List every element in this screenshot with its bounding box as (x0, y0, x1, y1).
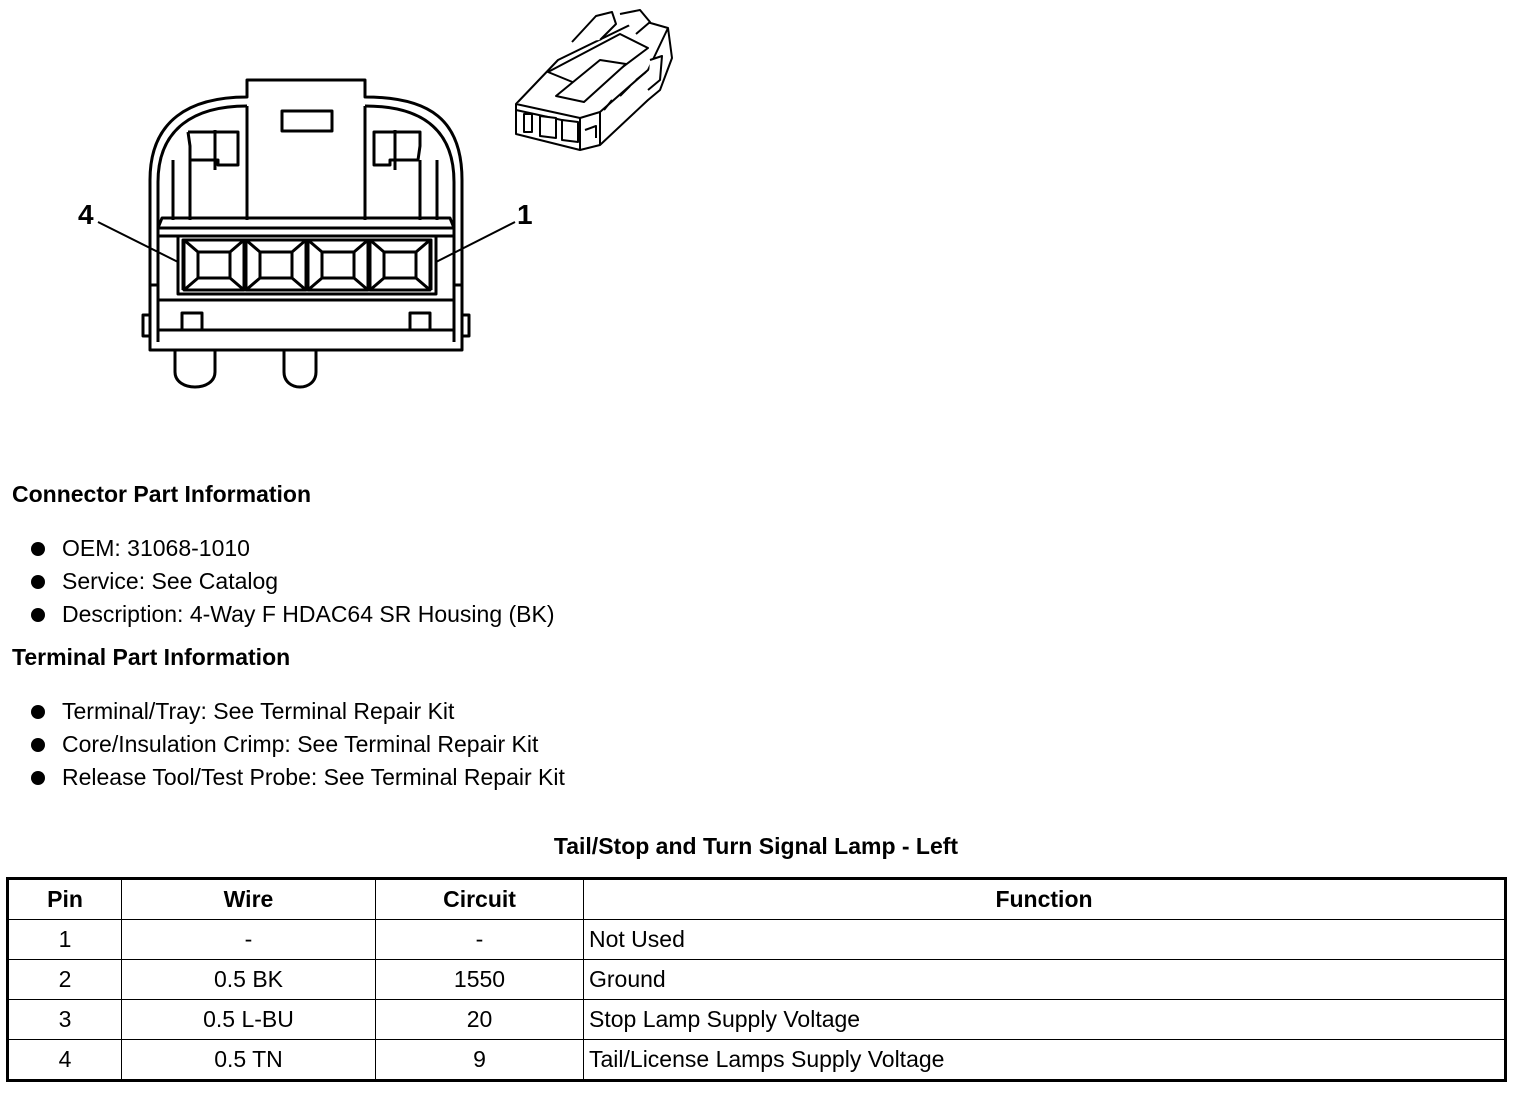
list-item: Description: 4-Way F HDAC64 SR Housing (BK) (28, 598, 555, 631)
table-row (8, 1000, 1506, 1040)
header-wire: Wire (122, 879, 376, 920)
pinout-table (6, 877, 1507, 1082)
list-item: OEM: 31068-1010 (28, 532, 555, 565)
connector-diagram (0, 0, 700, 400)
cavity-2 (308, 240, 368, 290)
cell-function: Ground (584, 960, 1506, 1000)
table-caption: Tail/Stop and Turn Signal Lamp - Left (553, 833, 959, 859)
list-item: Release Tool/Test Probe: See Terminal Repair Kit (28, 761, 565, 794)
cavity-3 (246, 240, 306, 290)
cavity-1 (370, 240, 430, 290)
cell-pin: 1 (8, 920, 122, 960)
bullet-icon (31, 608, 45, 622)
connector-info-list (28, 532, 555, 631)
cell-wire: - (122, 920, 376, 960)
cell-circuit: - (376, 920, 584, 960)
cell-function: Not Used (584, 920, 1506, 960)
list-item: Terminal/Tray: See Terminal Repair Kit (28, 695, 565, 728)
latch (247, 106, 365, 220)
list-item: Service: See Catalog (28, 565, 555, 598)
table-header-row (8, 879, 1506, 920)
table-row (8, 1040, 1506, 1081)
cell-circuit: 20 (376, 1000, 584, 1040)
bullet-icon (31, 738, 45, 752)
cell-function: Tail/License Lamps Supply Voltage (584, 1040, 1506, 1081)
pin-label-left: 4 (78, 199, 94, 230)
connector-iso-sketch (516, 10, 672, 150)
cell-circuit: 9 (376, 1040, 584, 1081)
pin-label-right: 1 (517, 199, 533, 230)
cell-wire: 0.5 TN (122, 1040, 376, 1081)
table-row (8, 960, 1506, 1000)
cell-wire: 0.5 BK (122, 960, 376, 1000)
cavity-4 (184, 240, 244, 290)
bullet-icon (31, 542, 45, 556)
cell-wire: 0.5 L-BU (122, 1000, 376, 1040)
cell-function: Stop Lamp Supply Voltage (584, 1000, 1506, 1040)
list-item: Core/Insulation Crimp: See Terminal Repair Kit (28, 728, 565, 761)
terminal-info-list (28, 695, 565, 794)
cell-pin: 3 (8, 1000, 122, 1040)
header-pin: Pin (8, 879, 122, 920)
header-function: Function (584, 879, 1506, 920)
bullet-icon (31, 705, 45, 719)
cell-pin: 4 (8, 1040, 122, 1081)
header-circuit: Circuit (376, 879, 584, 920)
housing-outline (150, 80, 462, 350)
connector-info-title: Connector Part Information (12, 481, 312, 507)
bullet-icon (31, 575, 45, 589)
cell-circuit: 1550 (376, 960, 584, 1000)
terminal-cavities (184, 240, 430, 290)
bullet-icon (31, 771, 45, 785)
terminal-info-title: Terminal Part Information (12, 644, 291, 670)
cell-pin: 2 (8, 960, 122, 1000)
table-row (8, 920, 1506, 960)
